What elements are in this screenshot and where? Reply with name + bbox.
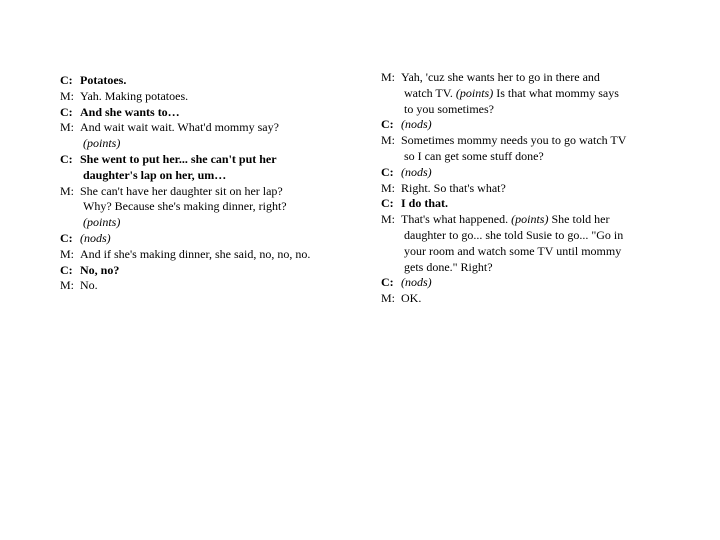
transcript-turn: [381, 117, 681, 133]
utterance-text: She told her: [548, 212, 610, 227]
utterance-line: [401, 260, 681, 276]
utterance-text: Yah. Making potatoes.: [80, 88, 189, 103]
utterance-text: Right. So that's what?: [401, 180, 506, 195]
utterance-text: to you sometimes?: [404, 101, 494, 116]
utterance-line: [80, 168, 350, 184]
utterance-text: I do that.: [401, 196, 449, 211]
speaker-label: C:: [60, 104, 73, 119]
transcript-turn: [60, 278, 350, 294]
stage-direction: (points): [511, 212, 549, 227]
transcript-turn: [381, 275, 681, 291]
transcript-column-right: [381, 70, 681, 307]
utterance-text: gets done." Right?: [404, 259, 493, 274]
speaker-label: C:: [60, 230, 73, 245]
utterance-line: [80, 136, 350, 152]
transcript-turn: [60, 120, 350, 152]
utterance-text: She can't have her daughter sit on her lap?: [80, 183, 283, 198]
speaker-label: C:: [381, 275, 394, 290]
transcript-turn: [60, 105, 350, 121]
stage-direction: (points): [455, 85, 494, 100]
speaker-label: C:: [60, 73, 73, 87]
speaker-label: M:: [381, 291, 396, 306]
utterance-text: Yah, 'cuz she wants her to go in there and: [401, 70, 600, 84]
transcript-turn: [381, 196, 681, 212]
utterance-line: [401, 291, 681, 307]
utterance-line: [401, 275, 681, 291]
utterance-text: No.: [80, 278, 98, 293]
utterance-text: daughter's lap on her, um…: [83, 167, 227, 182]
utterance-line: [80, 152, 350, 168]
transcript-column-left: [60, 73, 350, 294]
stage-direction: (points): [83, 215, 121, 230]
transcript-turn: [60, 152, 350, 184]
utterance-line: [401, 181, 681, 197]
transcript-turn: [60, 73, 350, 89]
transcript-turn: [60, 231, 350, 247]
speaker-label: C:: [60, 151, 73, 166]
utterance-line: [80, 73, 350, 89]
utterance-line: [80, 263, 350, 279]
utterance-line: [401, 165, 681, 181]
utterance-line: [401, 149, 681, 165]
speaker-label: C:: [381, 117, 394, 132]
utterance-line: [80, 89, 350, 105]
utterance-line: [80, 199, 350, 215]
utterance-text: daughter to go... she told Susie to go... "Go in: [404, 227, 624, 242]
utterance-text: Potatoes.: [80, 73, 127, 87]
transcript-turn: [60, 89, 350, 105]
utterance-text: watch TV.: [404, 85, 456, 100]
utterance-text: Is that what mommy says: [493, 85, 619, 100]
utterance-line: [401, 102, 681, 118]
speaker-label: M:: [381, 133, 396, 148]
stage-direction: (nods): [401, 117, 432, 132]
transcript-turn: [60, 247, 350, 263]
transcript-turn: [60, 263, 350, 279]
speaker-label: C:: [381, 196, 394, 211]
utterance-line: [80, 184, 350, 200]
utterance-line: [80, 278, 350, 294]
speaker-label: C:: [60, 262, 73, 277]
utterance-line: [401, 70, 681, 86]
speaker-label: M:: [60, 88, 75, 103]
speaker-label: M:: [60, 278, 75, 293]
stage-direction: (points): [83, 136, 121, 151]
utterance-text: Why? Because she's making dinner, right?: [83, 199, 287, 214]
stage-direction: (nods): [401, 275, 432, 290]
transcript-turn: [60, 184, 350, 231]
utterance-text: That's what happened.: [401, 212, 512, 227]
transcript-turn: [381, 133, 681, 165]
utterance-line: [80, 120, 350, 136]
speaker-label: C:: [381, 164, 394, 179]
utterance-line: [401, 196, 681, 212]
transcript-turn: [381, 165, 681, 181]
utterance-text: She went to put her... she can't put her: [80, 151, 277, 166]
utterance-text: Sometimes mommy needs you to go watch TV: [401, 133, 627, 148]
utterance-text: And if she's making dinner, she said, no, no, no.: [80, 246, 311, 261]
transcript-turn: [381, 181, 681, 197]
speaker-label: M:: [381, 180, 396, 195]
utterance-text: your room and watch some TV until mommy: [404, 243, 622, 258]
utterance-line: [80, 105, 350, 121]
speaker-label: M:: [60, 120, 75, 135]
utterance-line: [401, 117, 681, 133]
transcript-turn: [381, 212, 681, 275]
utterance-line: [80, 231, 350, 247]
utterance-line: [401, 133, 681, 149]
utterance-line: [401, 212, 681, 228]
speaker-label: M:: [60, 246, 75, 261]
utterance-line: [401, 244, 681, 260]
utterance-text: OK.: [401, 291, 422, 306]
stage-direction: (nods): [401, 164, 432, 179]
utterance-text: And she wants to…: [80, 104, 180, 119]
utterance-text: so I can get some stuff done?: [404, 148, 544, 163]
utterance-line: [401, 86, 681, 102]
utterance-text: No, no?: [80, 262, 120, 277]
utterance-text: And wait wait wait. What'd mommy say?: [80, 120, 279, 135]
stage-direction: (nods): [80, 230, 111, 245]
speaker-label: M:: [60, 183, 75, 198]
speaker-label: M:: [381, 212, 396, 227]
transcript-turn: [381, 70, 681, 117]
speaker-label: M:: [381, 70, 396, 84]
utterance-line: [80, 215, 350, 231]
utterance-line: [401, 228, 681, 244]
utterance-line: [80, 247, 350, 263]
transcript-turn: [381, 291, 681, 307]
